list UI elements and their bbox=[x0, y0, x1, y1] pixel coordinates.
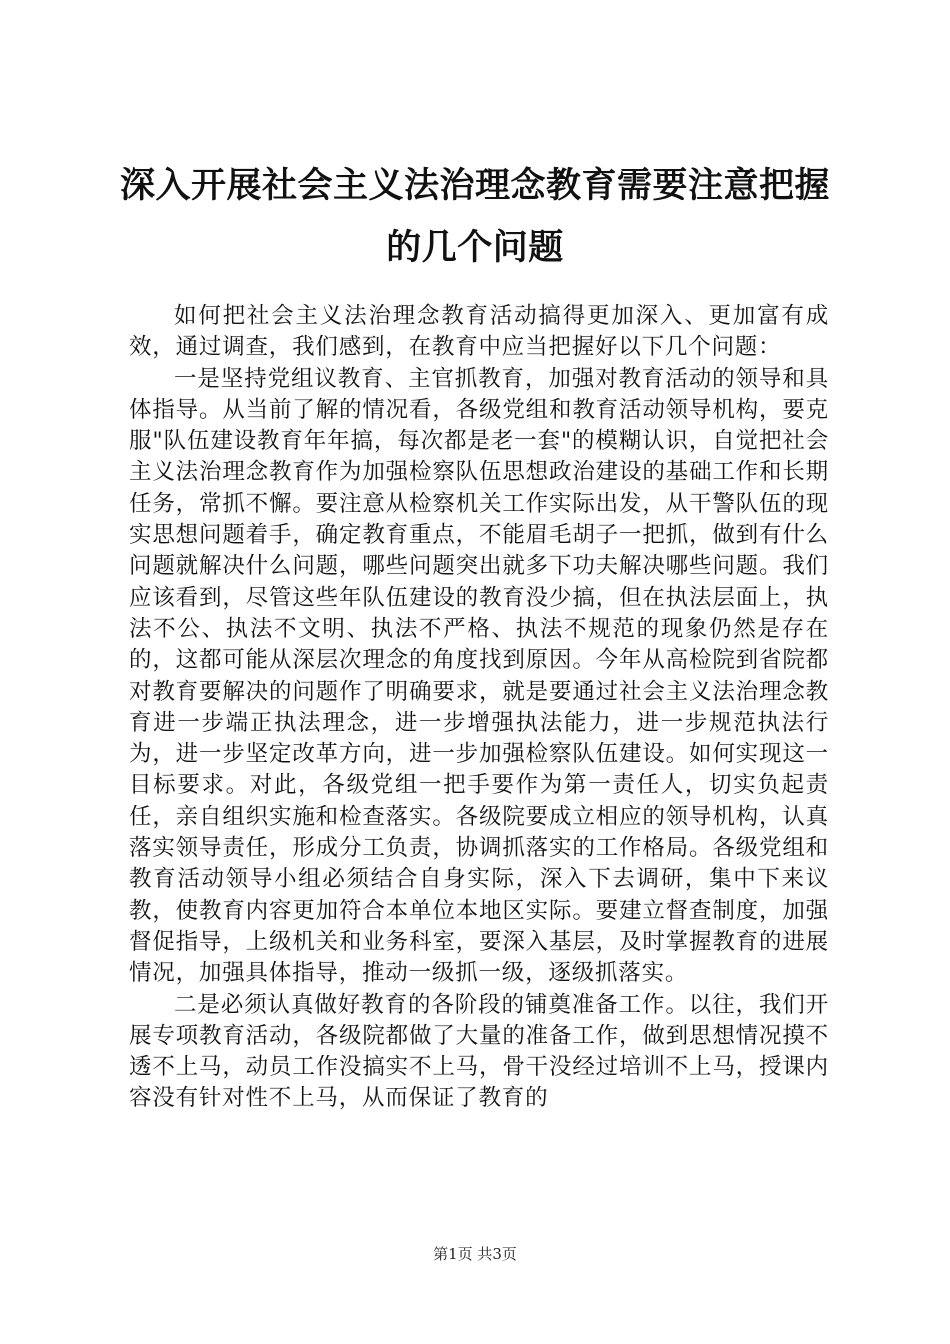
document-body bbox=[129, 301, 829, 1115]
document-title: 深入开展社会主义法治理念教育需要注意把握的几个问题 bbox=[119, 165, 830, 268]
page-footer: 第1页 共3页 bbox=[433, 1245, 517, 1263]
paragraph-intro: 如何把社会主义法治理念教育活动搞得更加深入、更加富有成效，通过调查，我们感到，在教育中应当把握好以下几个问题： bbox=[129, 303, 829, 361]
paragraph-point-two: 二是必须认真做好教育的各阶段的铺奠准备工作。以往，我们开展专项教育活动，各级院都做了大量的准备工作，做到思想情况摸不透不上马，动员工作没搞实不上马，骨干没经过培训不上马，授课内容没有针对性不上马，从而保证了教育的 bbox=[129, 991, 829, 1112]
paragraph-point-one: 一是坚持党组议教育、主官抓教育，加强对教育活动的领导和具体指导。从当前了解的情况看，各级党组和教育活动领导机构，要克服"队伍建设教育年年搞，每次都是老一套"的模糊认识，自觉把社会主义法治理念教育作为加强检察队伍思想政治建设的基础工作和长期任务，常抓不懈。要注意从检察机关工作实际出发，从干警队伍的现实思想问题着手，确定教育重点，不能眉毛胡子一把抓，做到有什么问题就解决什么问题，哪些问题突出就多下功夫解决哪些问题。我们应该看到，尽管这些年队伍建设的教育没少搞，但在执法层面上，执法不公、执法不文明、执法不严格、执法不规范的现象仍然是存在的，这都可能从深层次理念的角度找到原因。今年从高检院到省院都对教育要解决的问题作了明确要求，就是要通过社会主义法治理念教育进一步端正执法理念，进一步增强执法能力，进一步规范执法行为，进一步坚定改革方向，进一步加强检察队伍建设。如何实现这一目标要求。对此，各级党组一把手要作为第一责任人，切实负起责任，亲自组织实施和检查落实。各级院要成立相应的领导机构，认真落实领导责任，形成分工负责，协调抓落实的工作格局。各级党组和教育活动领导小组必须结合自身实际，深入下去调研，集中下来议教，使教育内容更加符合本单位本地区实际。要建立督查制度，加强督促指导，上级机关和业务科室，要深入基层，及时掌握教育的进展情况，加强具体指导，推动一级抓一级，逐级抓落实。 bbox=[129, 365, 829, 987]
